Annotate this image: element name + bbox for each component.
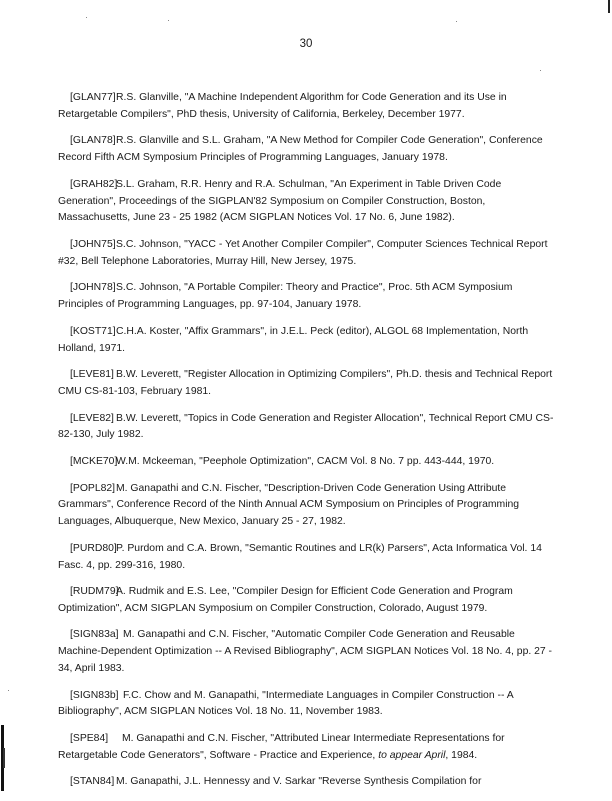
reference-key: [STAN84]: [70, 776, 115, 788]
reference-key: [KOST71]: [70, 325, 116, 337]
reference-text-tail: , 1984.: [445, 749, 478, 761]
reference-key: [PURD80]: [70, 542, 117, 554]
reference-text: M. Ganapathi, J.L. Hennessy and V. Sarkar "Reverse Synthesis Compilation for: [116, 776, 482, 788]
reference-text: C.H.A. Koster, "Affix Grammars", in J.E.L. Peck (editor), ALGOL 68 Implementation, North Holland, 1971.: [58, 325, 529, 354]
reference-key: [SPE84]: [70, 733, 109, 745]
reference-text: F.C. Chow and M. Ganapathi, "Intermediate Languages in Compiler Construction -- A Bibliography", ACM SIGPLAN Notices Vol. 18 No. 11, November 1983.: [58, 689, 514, 718]
reference-text: S.C. Johnson, "A Portable Compiler: Theory and Practice", Proc. 5th ACM Symposium Principles of Programming Languages, pp. 97-104, January 1978.: [58, 282, 513, 311]
reference-key: [POPL82]: [70, 482, 116, 494]
reference-entry: [58, 177, 558, 227]
scan-speck: [456, 21, 457, 22]
scan-artifact-edge: [3, 748, 5, 768]
reference-entry: [58, 237, 558, 271]
reference-entry: [58, 627, 558, 677]
scan-speck: [8, 690, 9, 691]
reference-text: B.W. Leverett, "Register Allocation in Optimizing Compilers", Ph.D. thesis and Technical Report CMU CS-81-103, February 1981.: [58, 369, 553, 397]
reference-key: [GLAN78]: [70, 135, 116, 147]
reference-key: [RUDM79]: [70, 586, 119, 598]
references-list: [58, 90, 558, 801]
reference-text: W.M. Mckeeman, "Peephole Optimization", CACM Vol. 8 No. 7 pp. 443-444, 1970.: [116, 455, 495, 467]
reference-text: S.C. Johnson, "YACC - Yet Another Compiler Compiler", Computer Sciences Technical Report #32, Bell Telephone Laboratories, Murray Hill, New Jersey, 1975.: [58, 238, 548, 267]
scan-speck: [86, 17, 87, 18]
reference-text: B.W. Leverett, "Topics in Code Generation and Register Allocation", Technical Report CMU CS-82-130, July 1982.: [58, 412, 554, 441]
reference-entry: [58, 90, 558, 124]
reference-key: [SIGN83b]: [70, 689, 119, 701]
reference-entry: [58, 280, 558, 314]
reference-entry: [58, 454, 558, 471]
reference-text: A. Rudmik and E.S. Lee, "Compiler Design for Efficient Code Generation and Program Optimization", ACM SIGPLAN Symposium on Compiler Construction, Colorado, August 1979.: [58, 586, 513, 614]
reference-entry: [58, 774, 558, 791]
reference-entry: [58, 324, 558, 358]
reference-entry: [58, 411, 558, 445]
page-number: 30: [299, 38, 313, 50]
reference-entry: [58, 481, 558, 531]
reference-entry: [58, 584, 558, 618]
reference-entry: [58, 541, 558, 575]
reference-text: R.S. Glanville, "A Machine Independent Algorithm for Code Generation and its Use in Retargetable Compilers", PhD thesis, University of California, Berkeley, December 1977.: [58, 92, 507, 120]
reference-key: [GRAH82]: [70, 178, 118, 190]
reference-key: [LEVE82]: [70, 412, 114, 424]
reference-entry: [58, 688, 558, 722]
reference-key: [JOHN78]: [70, 282, 116, 294]
scan-artifact-mark: [608, 0, 610, 13]
reference-key: [JOHN75]: [70, 238, 116, 250]
reference-entry: [58, 367, 558, 401]
reference-key: [MCKE70]: [70, 455, 118, 467]
reference-entry: [58, 133, 558, 167]
reference-italic-note: to appear April: [378, 749, 446, 761]
reference-key: [GLAN77]: [70, 92, 116, 103]
reference-text: M. Ganapathi and C.N. Fischer, "Description-Driven Code Generation Using Attribute Grammars", Conference Record of the Ninth Annual ACM Symposium on Principles of Programming Languages, Albuquerque, New Mexico, January 25 - 27, 1982.: [58, 482, 520, 528]
reference-text: P. Purdom and C.A. Brown, "Semantic Routines and LR(k) Parsers", Acta Informatica Vol. 14 Fasc. 4, pp. 299-316, 1980.: [58, 542, 542, 571]
reference-key: [LEVE81]: [70, 369, 114, 381]
scan-speck: [168, 20, 169, 21]
reference-text: M. Ganapathi and C.N. Fischer, "Automatic Compiler Code Generation and Reusable Machine-Dependent Optimization -- A Revised Bibliography", ACM SIGPLAN Notices Vol. 18 No. 4, pp. 27 - 34, April 1983.: [58, 629, 553, 675]
reference-text: S.L. Graham, R.R. Henry and R.A. Schulman, "An Experiment in Table Driven Code Generation", Proceedings of the SIGPLAN'82 Symposium on Compiler Construction, Boston, Massachusetts, June 23 - 25 1982 (ACM SIGPLAN Notices Vol. 17 No. 6, June 1982).: [58, 178, 502, 224]
scan-speck: [540, 70, 541, 71]
reference-entry: [58, 731, 558, 765]
reference-key: [SIGN83a]: [70, 629, 119, 641]
reference-text: M. Ganapathi and C.N. Fischer, "Attributed Linear Intermediate Representations for Retargetable Code Generators", Software - Practice and Experience,: [58, 733, 505, 761]
reference-text: R.S. Glanville and S.L. Graham, "A New Method for Compiler Code Generation", Conference Record Fifth ACM Symposium Principles of Programming Languages, January 1978.: [58, 135, 543, 164]
